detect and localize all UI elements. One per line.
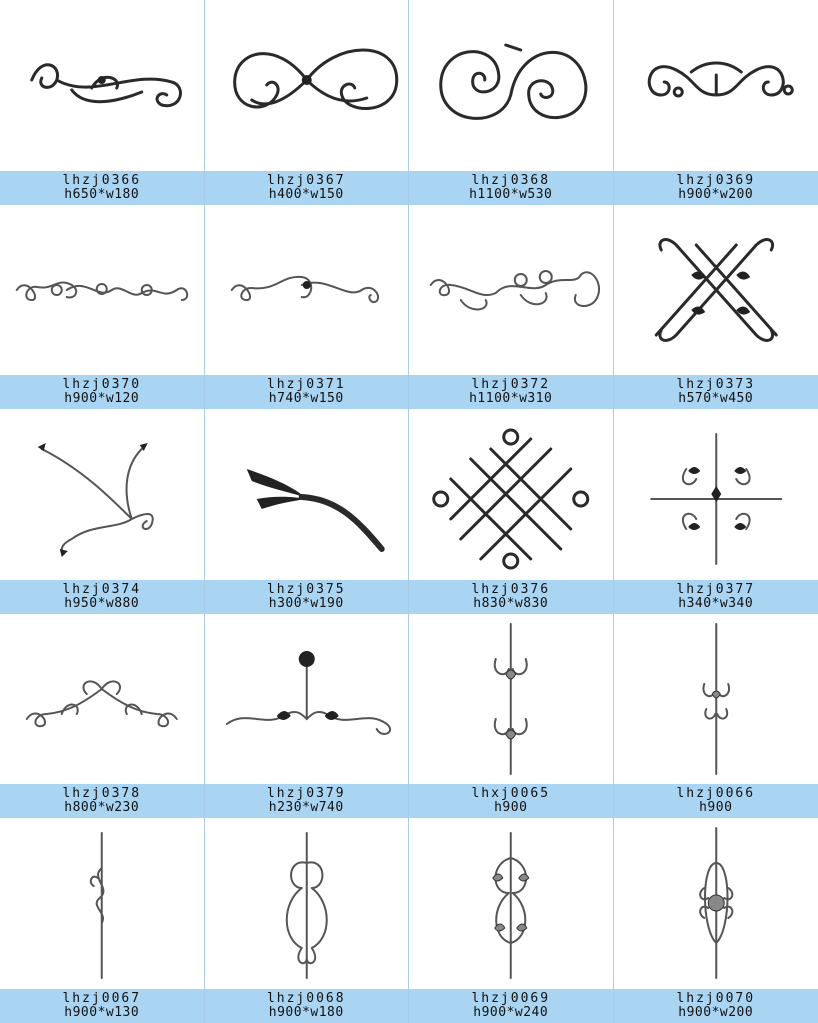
product-dimensions: h400*w150 xyxy=(268,186,344,202)
product-dimensions: h900*w200 xyxy=(678,1004,754,1020)
product-card[interactable] xyxy=(409,614,614,819)
product-card[interactable] xyxy=(409,205,614,410)
product-dimensions: h900*w120 xyxy=(64,391,140,407)
ornament-drawing xyxy=(409,614,613,784)
product-card[interactable] xyxy=(614,409,818,614)
ornament-image xyxy=(409,409,613,579)
ornament-image xyxy=(614,614,818,784)
product-card[interactable] xyxy=(0,205,205,410)
product-code: lhzj0366 xyxy=(62,172,142,188)
ornament-image xyxy=(205,409,409,579)
product-card[interactable] xyxy=(0,614,205,819)
product-dimensions: h650*w180 xyxy=(64,186,140,202)
ornament-drawing xyxy=(205,409,409,579)
product-dimensions: h830*w830 xyxy=(473,595,549,611)
product-dimensions: h300*w190 xyxy=(268,595,344,611)
product-code: lhzj0069 xyxy=(471,990,551,1006)
product-card[interactable] xyxy=(0,818,205,1023)
ornament-drawing xyxy=(409,818,613,988)
product-dimensions: h900 xyxy=(699,800,733,816)
product-card[interactable] xyxy=(614,614,818,819)
product-card[interactable] xyxy=(0,0,205,205)
ornament-image xyxy=(0,409,204,579)
ornament-drawing xyxy=(409,409,613,579)
product-dimensions: h740*w150 xyxy=(268,391,344,407)
product-card[interactable] xyxy=(614,205,818,410)
product-label xyxy=(409,784,613,818)
product-label xyxy=(0,171,204,205)
product-code: lhzj0368 xyxy=(471,172,551,188)
product-label xyxy=(409,171,613,205)
product-code: lhzj0374 xyxy=(62,581,142,597)
product-card[interactable] xyxy=(205,614,410,819)
product-code: lhzj0068 xyxy=(266,990,346,1006)
product-code: lhzj0370 xyxy=(62,377,142,393)
product-label xyxy=(614,375,818,409)
product-label xyxy=(409,580,613,614)
product-dimensions: h900*w130 xyxy=(64,1004,140,1020)
product-card[interactable] xyxy=(205,0,410,205)
ornament-image xyxy=(614,0,818,170)
ornament-drawing xyxy=(0,409,204,579)
product-dimensions: h230*w740 xyxy=(268,800,344,816)
ornament-image xyxy=(205,614,409,784)
product-label xyxy=(614,989,818,1023)
product-code: lhzj0066 xyxy=(676,786,756,802)
product-dimensions: h900*w180 xyxy=(268,1004,344,1020)
ornament-image xyxy=(0,614,204,784)
ornament-image xyxy=(614,205,818,375)
ornament-image xyxy=(409,818,613,988)
product-code: lhzj0379 xyxy=(266,786,346,802)
product-code: lhzj0367 xyxy=(266,172,346,188)
product-code: lhzj0372 xyxy=(471,377,551,393)
product-code: lhzj0371 xyxy=(266,377,346,393)
product-card[interactable] xyxy=(205,818,410,1023)
product-code: lhzj0373 xyxy=(676,377,756,393)
ornament-image xyxy=(0,818,204,988)
product-code: lhzj0375 xyxy=(266,581,346,597)
product-label xyxy=(409,989,613,1023)
ornament-image xyxy=(409,614,613,784)
ornament-image xyxy=(409,0,613,170)
product-dimensions: h900*w240 xyxy=(473,1004,549,1020)
ornament-drawing xyxy=(0,205,204,375)
ornament-drawing xyxy=(205,818,409,988)
ornament-image xyxy=(205,818,409,988)
ornament-drawing xyxy=(614,818,818,988)
product-label xyxy=(614,580,818,614)
ornament-image xyxy=(409,205,613,375)
ornament-drawing xyxy=(205,0,409,170)
product-label xyxy=(0,784,204,818)
product-card[interactable] xyxy=(614,0,818,205)
product-label xyxy=(0,580,204,614)
product-code: lhxj0065 xyxy=(471,786,551,802)
product-dimensions: h900 xyxy=(494,800,528,816)
product-dimensions: h1100*w530 xyxy=(469,186,553,202)
ornament-drawing xyxy=(0,818,204,988)
product-code: lhzj0067 xyxy=(62,990,142,1006)
product-card[interactable] xyxy=(409,0,614,205)
product-label xyxy=(205,375,409,409)
product-code: lhzj0070 xyxy=(676,990,756,1006)
ornament-image xyxy=(205,0,409,170)
ornament-drawing xyxy=(614,205,818,375)
product-dimensions: h570*w450 xyxy=(678,391,754,407)
ornament-drawing xyxy=(614,0,818,170)
product-label xyxy=(614,784,818,818)
product-card[interactable] xyxy=(205,409,410,614)
product-code: lhzj0377 xyxy=(676,581,756,597)
product-code: lhzj0378 xyxy=(62,786,142,802)
product-card[interactable] xyxy=(409,818,614,1023)
product-dimensions: h340*w340 xyxy=(678,595,754,611)
ornament-drawing xyxy=(0,0,204,170)
product-card[interactable] xyxy=(614,818,818,1023)
product-code: lhzj0369 xyxy=(676,172,756,188)
ornament-drawing xyxy=(409,0,613,170)
ornament-drawing xyxy=(205,205,409,375)
ornament-drawing xyxy=(0,614,204,784)
ornament-drawing xyxy=(614,409,818,579)
product-dimensions: h800*w230 xyxy=(64,800,140,816)
ornament-image xyxy=(0,205,204,375)
product-label xyxy=(205,784,409,818)
product-label xyxy=(205,989,409,1023)
product-label xyxy=(614,171,818,205)
product-card[interactable] xyxy=(409,409,614,614)
ornament-image xyxy=(205,205,409,375)
ornament-image xyxy=(0,0,204,170)
product-dimensions: h1100*w310 xyxy=(469,391,553,407)
ornament-drawing xyxy=(205,614,409,784)
ornament-image xyxy=(614,818,818,988)
product-card[interactable] xyxy=(0,409,205,614)
product-card[interactable] xyxy=(205,205,410,410)
ornament-drawing xyxy=(614,614,818,784)
ornament-drawing xyxy=(409,205,613,375)
ornament-image xyxy=(614,409,818,579)
product-label xyxy=(0,375,204,409)
product-dimensions: h900*w200 xyxy=(678,186,754,202)
product-label xyxy=(0,989,204,1023)
product-label xyxy=(205,171,409,205)
product-label xyxy=(409,375,613,409)
product-dimensions: h950*w880 xyxy=(64,595,140,611)
product-label xyxy=(205,580,409,614)
product-code: lhzj0376 xyxy=(471,581,551,597)
